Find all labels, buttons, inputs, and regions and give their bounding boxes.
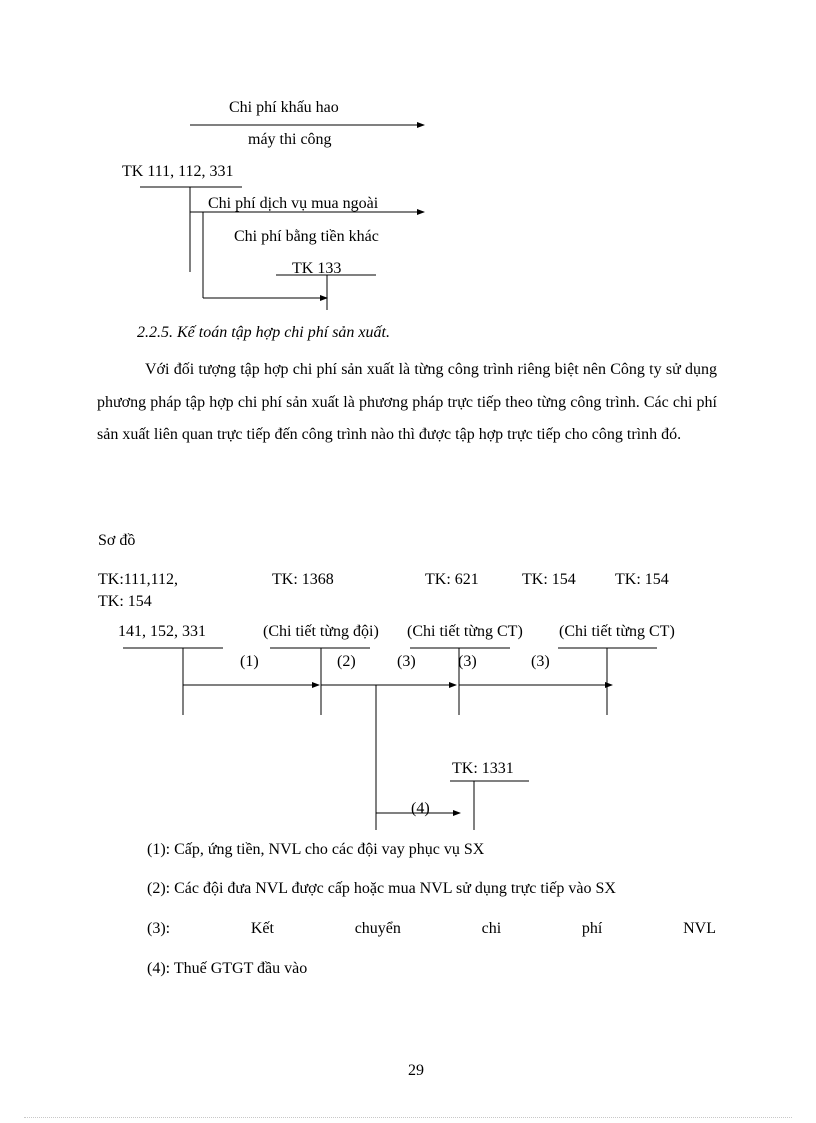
step-marker-1: (1): [240, 653, 259, 670]
legend-item-3-word: (3):: [147, 920, 171, 937]
legend-item-3-word: chuyển: [354, 920, 401, 937]
header-account-2: TK: 1368: [272, 571, 334, 588]
header-account-3: TK: 621: [425, 571, 479, 588]
outsourced-services-label: Chi phí dịch vụ mua ngoài: [208, 195, 379, 212]
legend-item-3-word: NVL: [683, 920, 716, 937]
legend-item-1: (1): Cấp, ứng tiền, NVL cho các đội vay phục vụ SX: [147, 841, 485, 858]
depreciation-label-1: Chi phí khấu hao: [229, 99, 339, 116]
legend-item-4: (4): Thuế GTGT đầu vào: [147, 960, 308, 977]
legend-item-2: (2): Các đội đưa NVL được cấp hoặc mua NVL sử dụng trực tiếp vào SX: [147, 880, 616, 897]
header-account-6: TK: 154: [98, 593, 152, 610]
sub-label-1: 141, 152, 331: [118, 623, 206, 640]
vat-account-label: TK 133: [292, 260, 342, 277]
diagram-label: Sơ đồ: [98, 532, 136, 549]
header-account-5: TK: 154: [615, 571, 669, 588]
legend-item-3-word: phí: [581, 920, 603, 937]
legend-item-3-word: Kết: [250, 920, 274, 937]
step-marker-3b: (3): [458, 653, 477, 670]
step-marker-2: (2): [337, 653, 356, 670]
other-cash-costs-label: Chi phí bằng tiền khác: [234, 228, 379, 245]
header-account-4: TK: 154: [522, 571, 576, 588]
step-marker-3a: (3): [397, 653, 416, 670]
sub-label-2: (Chi tiết từng đội): [263, 623, 379, 640]
section-heading: 2.2.5. Kế toán tập hợp chi phí sản xuất.: [137, 324, 390, 341]
step-marker-3c: (3): [531, 653, 550, 670]
vat-1331-label: TK: 1331: [452, 760, 514, 777]
paragraph-text: Với đối tượng tập hợp chi phí sản xuất là từng công trình riêng biệt nên Công ty sử dụng phương pháp tập hợp chi phí sản xuất là phương pháp trực tiếp theo từng công trình. Các chi phí sản xuất liên quan trực tiếp đến công trình nào thì được tập hợp trực tiếp cho công trình đó.: [97, 361, 717, 443]
step-marker-4: (4): [411, 800, 430, 817]
sub-label-4: (Chi tiết từng CT): [559, 623, 675, 640]
page-number: 29: [408, 1062, 424, 1079]
header-account-1: TK:111,112,: [98, 571, 178, 588]
page-bottom-rule: [24, 1117, 792, 1118]
section-paragraph: [97, 354, 717, 452]
cash-account-label: TK 111, 112, 331: [122, 163, 234, 180]
legend-item-3-word: chi: [481, 920, 502, 937]
legend-item-3: [147, 921, 716, 937]
sub-label-3: (Chi tiết từng CT): [407, 623, 523, 640]
depreciation-label-2: máy thi công: [248, 131, 332, 148]
